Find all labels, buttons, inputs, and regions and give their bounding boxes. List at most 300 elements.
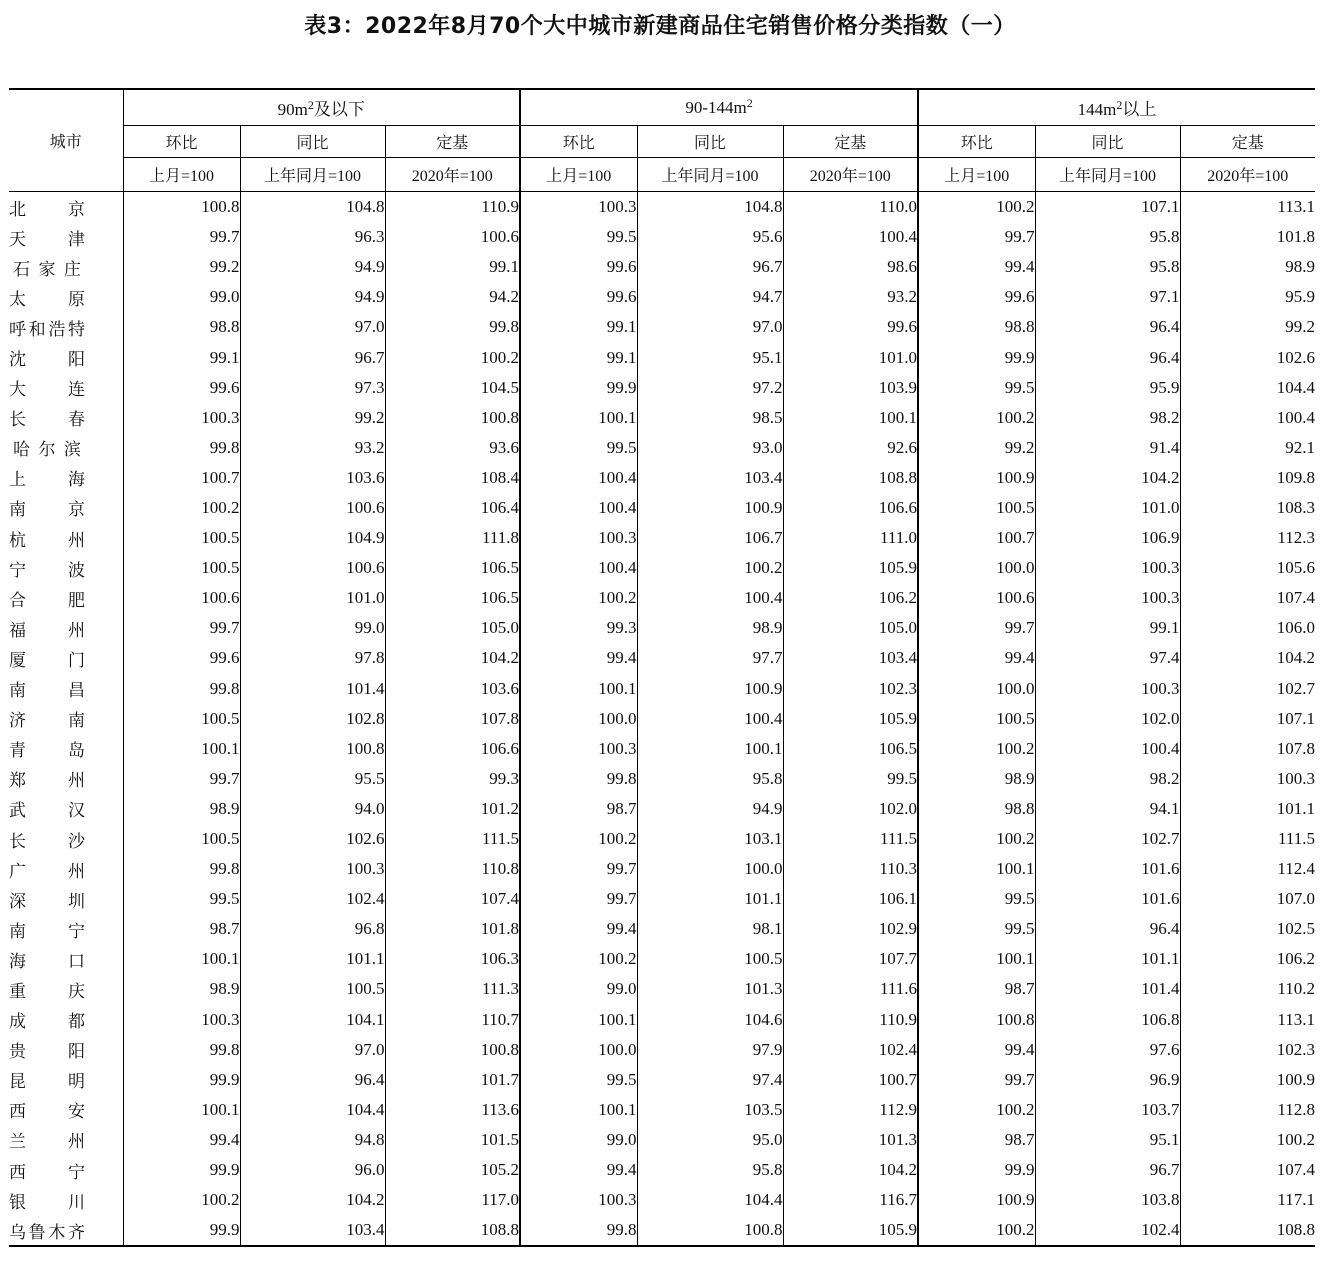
index-value-cell: 110.0 (783, 192, 918, 223)
index-value-cell: 113.6 (385, 1095, 520, 1125)
index-value-cell: 99.1 (123, 342, 240, 372)
index-value-cell: 95.8 (1035, 222, 1180, 252)
index-value-cell: 96.4 (1035, 914, 1180, 944)
index-value-cell: 96.4 (1035, 312, 1180, 342)
index-value-cell: 97.0 (240, 1035, 385, 1065)
table-row (9, 1035, 1315, 1065)
index-value-cell: 99.1 (385, 252, 520, 282)
index-value-cell: 100.3 (520, 192, 637, 223)
index-value-cell: 101.6 (1035, 854, 1180, 884)
metric-header: 定基 (783, 126, 918, 158)
index-value-cell: 104.8 (240, 192, 385, 223)
table-row (9, 613, 1315, 643)
index-value-cell: 95.5 (240, 764, 385, 794)
index-value-cell: 100.3 (1035, 583, 1180, 613)
index-value-cell: 100.3 (1180, 764, 1315, 794)
index-value-cell: 101.3 (783, 1125, 918, 1155)
index-value-cell: 101.1 (1035, 944, 1180, 974)
index-value-cell: 99.6 (918, 282, 1035, 312)
index-value-cell: 111.8 (385, 523, 520, 553)
index-value-cell: 100.9 (918, 1185, 1035, 1215)
city-cell (9, 222, 123, 252)
index-value-cell: 96.7 (1035, 1155, 1180, 1185)
index-value-cell: 100.1 (918, 854, 1035, 884)
index-value-cell: 99.2 (918, 433, 1035, 463)
index-value-cell: 100.5 (123, 824, 240, 854)
index-value-cell: 107.1 (1035, 192, 1180, 223)
index-value-cell: 112.4 (1180, 854, 1315, 884)
index-value-cell: 112.8 (1180, 1095, 1315, 1125)
table-row (9, 1125, 1315, 1155)
index-value-cell: 99.4 (918, 252, 1035, 282)
city-name (9, 766, 85, 791)
index-value-cell: 101.0 (783, 342, 918, 372)
index-value-cell: 99.4 (123, 1125, 240, 1155)
city-cell (9, 884, 123, 914)
index-value-cell: 100.7 (123, 463, 240, 493)
index-value-cell: 105.6 (1180, 553, 1315, 583)
index-value-cell: 100.9 (637, 674, 783, 704)
index-value-cell: 97.8 (240, 643, 385, 673)
index-value-cell: 100.1 (520, 403, 637, 433)
table-row (9, 704, 1315, 734)
index-value-cell: 99.6 (123, 373, 240, 403)
index-value-cell: 95.9 (1180, 282, 1315, 312)
index-value-cell: 100.1 (123, 1095, 240, 1125)
city-name-char: 圳 (68, 891, 85, 912)
table-row (9, 252, 1315, 282)
index-value-cell: 109.8 (1180, 463, 1315, 493)
index-value-cell: 104.8 (637, 192, 783, 223)
city-name-char: 兰 (9, 1132, 26, 1153)
index-value-cell: 105.9 (783, 553, 918, 583)
city-name (9, 1158, 85, 1183)
city-cell (9, 373, 123, 403)
table-row (9, 583, 1315, 613)
index-value-cell: 106.2 (783, 583, 918, 613)
city-name-char: 长 (9, 831, 26, 852)
city-name-char: 海 (9, 951, 26, 972)
city-name-char: 昌 (68, 681, 85, 702)
table-row (9, 643, 1315, 673)
city-name (9, 195, 85, 220)
city-name-char: 乌 (9, 1222, 26, 1243)
city-name (9, 1188, 85, 1213)
city-name-char: 郑 (9, 771, 26, 792)
index-value-cell: 106.2 (1180, 944, 1315, 974)
city-name (9, 646, 85, 671)
metric-header: 定基 (1180, 126, 1315, 158)
city-name (9, 827, 85, 852)
city-name-char: 岛 (68, 741, 85, 762)
city-name-char: 明 (68, 1072, 85, 1093)
index-value-cell: 97.3 (240, 373, 385, 403)
index-value-cell: 99.2 (1180, 312, 1315, 342)
city-name-char: 杭 (9, 530, 26, 551)
index-value-cell: 106.4 (385, 493, 520, 523)
index-value-cell: 99.7 (918, 613, 1035, 643)
index-value-cell: 99.8 (123, 433, 240, 463)
index-value-cell: 100.0 (520, 1035, 637, 1065)
city-name (9, 1007, 85, 1032)
city-cell (9, 643, 123, 673)
index-value-cell: 98.8 (918, 794, 1035, 824)
index-value-cell: 104.4 (637, 1185, 783, 1215)
index-value-cell: 100.8 (240, 734, 385, 764)
base-header: 2020年=100 (385, 158, 520, 192)
city-name (9, 706, 85, 731)
index-value-cell: 100.5 (123, 553, 240, 583)
city-cell (9, 764, 123, 794)
index-value-cell: 97.2 (637, 373, 783, 403)
index-value-cell: 100.4 (1035, 734, 1180, 764)
city-cell (9, 312, 123, 342)
index-value-cell: 99.6 (520, 252, 637, 282)
city-column-header: 城市 (9, 89, 123, 192)
city-name-char: 深 (9, 891, 26, 912)
index-value-cell: 99.7 (520, 884, 637, 914)
index-value-cell: 100.8 (637, 1215, 783, 1246)
metric-header: 环比 (918, 126, 1035, 158)
index-value-cell: 95.1 (637, 342, 783, 372)
index-value-cell: 101.7 (385, 1065, 520, 1095)
table-row (9, 373, 1315, 403)
city-name-char: 原 (68, 289, 85, 310)
index-value-cell: 110.9 (385, 192, 520, 223)
index-value-cell: 100.1 (123, 734, 240, 764)
index-value-cell: 104.2 (240, 1185, 385, 1215)
index-value-cell: 102.7 (1035, 824, 1180, 854)
index-value-cell: 99.4 (520, 1155, 637, 1185)
index-value-cell: 99.9 (520, 373, 637, 403)
index-value-cell: 101.2 (385, 794, 520, 824)
index-value-cell: 99.8 (123, 854, 240, 884)
index-value-cell: 104.2 (783, 1155, 918, 1185)
city-cell (9, 613, 123, 643)
group-header-label: 90-144m (685, 97, 747, 117)
index-value-cell: 96.7 (637, 252, 783, 282)
index-value-cell: 107.4 (1180, 1155, 1315, 1185)
index-value-cell: 100.0 (637, 854, 783, 884)
index-value-cell: 100.6 (240, 493, 385, 523)
base-header: 2020年=100 (783, 158, 918, 192)
table-row (9, 433, 1315, 463)
base-header: 上年同月=100 (1035, 158, 1180, 192)
city-cell (9, 1155, 123, 1185)
index-value-cell: 100.4 (520, 463, 637, 493)
index-value-cell: 101.5 (385, 1125, 520, 1155)
city-cell (9, 1005, 123, 1035)
index-value-cell: 107.1 (1180, 704, 1315, 734)
index-value-cell: 99.0 (520, 1125, 637, 1155)
index-value-cell: 105.9 (783, 704, 918, 734)
index-value-cell: 99.7 (918, 1065, 1035, 1095)
table-row (9, 734, 1315, 764)
index-value-cell: 99.4 (918, 643, 1035, 673)
index-value-cell: 101.1 (240, 944, 385, 974)
index-value-cell: 107.4 (1180, 583, 1315, 613)
index-value-cell: 100.5 (918, 704, 1035, 734)
city-name-char: 宁 (68, 1162, 85, 1183)
index-value-cell: 100.0 (520, 704, 637, 734)
city-name-char: 上 (9, 470, 26, 491)
index-value-cell: 106.5 (385, 553, 520, 583)
index-value-cell: 110.2 (1180, 974, 1315, 1004)
index-value-cell: 95.1 (1035, 1125, 1180, 1155)
group-header-superscript: 2 (746, 95, 753, 110)
city-cell (9, 403, 123, 433)
index-value-cell: 104.2 (1035, 463, 1180, 493)
table-row (9, 342, 1315, 372)
index-value-cell: 98.7 (918, 1125, 1035, 1155)
index-value-cell: 100.4 (637, 704, 783, 734)
city-cell (9, 1035, 123, 1065)
city-cell (9, 704, 123, 734)
city-cell (9, 463, 123, 493)
index-value-cell: 113.1 (1180, 192, 1315, 223)
city-name-char: 州 (68, 861, 85, 882)
index-value-cell: 100.1 (637, 734, 783, 764)
city-cell (9, 192, 123, 223)
index-value-cell: 100.2 (520, 944, 637, 974)
city-name-char: 长 (9, 410, 26, 431)
city-name-char: 广 (9, 861, 26, 882)
city-name-char: 滨 (63, 440, 81, 461)
index-value-cell: 99.5 (783, 764, 918, 794)
table-row (9, 914, 1315, 944)
index-value-cell: 99.1 (520, 342, 637, 372)
index-value-cell: 102.4 (783, 1035, 918, 1065)
city-name-char: 贵 (9, 1042, 26, 1063)
index-value-cell: 100.2 (918, 1215, 1035, 1246)
city-name (9, 1127, 85, 1152)
city-name-char: 成 (9, 1012, 26, 1033)
index-value-cell: 111.5 (783, 824, 918, 854)
index-value-cell: 99.4 (520, 643, 637, 673)
index-value-cell: 99.8 (123, 1035, 240, 1065)
index-value-cell: 100.2 (918, 734, 1035, 764)
index-value-cell: 93.6 (385, 433, 520, 463)
index-value-cell: 102.0 (783, 794, 918, 824)
index-value-cell: 98.2 (1035, 403, 1180, 433)
index-value-cell: 112.9 (783, 1095, 918, 1125)
city-name-char: 西 (9, 1102, 26, 1123)
city-name-char: 浩 (48, 319, 66, 340)
city-name-char: 连 (68, 380, 85, 401)
index-value-cell: 100.2 (918, 1095, 1035, 1125)
index-value-cell: 99.4 (520, 914, 637, 944)
index-value-cell: 100.5 (123, 523, 240, 553)
city-name (9, 887, 85, 912)
city-name-char: 家 (38, 259, 56, 280)
city-name-char: 南 (9, 681, 26, 702)
index-value-cell: 96.9 (1035, 1065, 1180, 1095)
index-value-cell: 98.9 (637, 613, 783, 643)
index-value-cell: 106.5 (783, 734, 918, 764)
index-value-cell: 99.3 (385, 764, 520, 794)
group-header-superscript: 2 (307, 98, 314, 112)
index-value-cell: 96.7 (240, 342, 385, 372)
index-value-cell: 107.8 (385, 704, 520, 734)
index-value-cell: 98.1 (637, 914, 783, 944)
index-value-cell: 104.4 (240, 1095, 385, 1125)
index-value-cell: 111.6 (783, 974, 918, 1004)
index-value-cell: 93.2 (240, 433, 385, 463)
index-value-cell: 103.4 (637, 463, 783, 493)
city-name (9, 857, 85, 882)
city-cell (9, 794, 123, 824)
index-value-cell: 102.7 (1180, 674, 1315, 704)
index-value-cell: 104.2 (385, 643, 520, 673)
index-value-cell: 100.1 (918, 944, 1035, 974)
metric-header: 定基 (385, 126, 520, 158)
index-value-cell: 100.3 (1035, 674, 1180, 704)
city-name-char: 南 (9, 500, 26, 521)
city-name-char: 重 (9, 981, 26, 1002)
table-row (9, 312, 1315, 342)
city-name (9, 736, 85, 761)
city-name-char: 口 (68, 951, 85, 972)
index-value-cell: 100.9 (1180, 1065, 1315, 1095)
index-value-cell: 94.7 (637, 282, 783, 312)
index-value-cell: 101.6 (1035, 884, 1180, 914)
city-name-char: 鲁 (28, 1222, 46, 1243)
metric-header: 同比 (1035, 126, 1180, 158)
index-value-cell: 99.2 (123, 252, 240, 282)
index-value-cell: 98.7 (918, 974, 1035, 1004)
index-value-cell: 99.4 (918, 1035, 1035, 1065)
index-value-cell: 100.6 (123, 583, 240, 613)
city-cell (9, 824, 123, 854)
city-name-char: 门 (68, 650, 85, 671)
table-row (9, 222, 1315, 252)
index-value-cell: 99.9 (123, 1215, 240, 1246)
index-value-cell: 98.6 (783, 252, 918, 282)
index-value-cell: 96.0 (240, 1155, 385, 1185)
index-value-cell: 100.2 (918, 192, 1035, 223)
index-value-cell: 108.8 (783, 463, 918, 493)
index-value-cell: 97.4 (1035, 643, 1180, 673)
index-value-cell: 103.7 (1035, 1095, 1180, 1125)
index-value-cell: 99.7 (520, 854, 637, 884)
index-value-cell: 100.1 (783, 403, 918, 433)
index-value-cell: 100.2 (918, 824, 1035, 854)
index-value-cell: 116.7 (783, 1185, 918, 1215)
index-value-cell: 106.1 (783, 884, 918, 914)
city-name (9, 616, 85, 641)
index-value-cell: 100.3 (1035, 553, 1180, 583)
table-row (9, 1185, 1315, 1215)
index-value-cell: 98.8 (918, 312, 1035, 342)
city-cell (9, 674, 123, 704)
index-value-cell: 100.3 (123, 1005, 240, 1035)
city-name-char: 都 (68, 1012, 85, 1033)
index-value-cell: 99.9 (918, 1155, 1035, 1185)
index-value-cell: 100.2 (520, 583, 637, 613)
city-name (9, 255, 85, 280)
table-row (9, 493, 1315, 523)
city-name (9, 465, 85, 490)
index-value-cell: 97.0 (637, 312, 783, 342)
index-value-cell: 112.3 (1180, 523, 1315, 553)
index-value-cell: 94.9 (637, 794, 783, 824)
index-value-cell: 98.9 (123, 794, 240, 824)
city-cell (9, 493, 123, 523)
city-name-char: 州 (68, 1132, 85, 1153)
index-value-cell: 93.0 (637, 433, 783, 463)
city-name-char: 京 (68, 199, 85, 220)
city-cell (9, 342, 123, 372)
index-value-cell: 98.8 (123, 312, 240, 342)
index-value-cell: 95.6 (637, 222, 783, 252)
city-name-char: 银 (9, 1192, 26, 1213)
index-value-cell: 94.8 (240, 1125, 385, 1155)
index-value-cell: 111.5 (1180, 824, 1315, 854)
index-value-cell: 99.5 (918, 884, 1035, 914)
index-value-cell: 103.6 (240, 463, 385, 493)
index-value-cell: 100.4 (520, 553, 637, 583)
table-row (9, 884, 1315, 914)
index-value-cell: 100.2 (385, 342, 520, 372)
table-row (9, 1155, 1315, 1185)
index-value-cell: 99.1 (1035, 613, 1180, 643)
city-name (9, 556, 85, 581)
index-value-cell: 100.7 (783, 1065, 918, 1095)
base-header: 上年同月=100 (240, 158, 385, 192)
index-value-cell: 108.8 (1180, 1215, 1315, 1246)
city-cell (9, 734, 123, 764)
index-value-cell: 107.0 (1180, 884, 1315, 914)
index-value-cell: 100.6 (385, 222, 520, 252)
city-name-char: 沈 (9, 350, 26, 371)
index-value-cell: 103.4 (240, 1215, 385, 1246)
index-value-cell: 100.2 (918, 403, 1035, 433)
index-value-cell: 102.6 (1180, 342, 1315, 372)
city-name (9, 796, 85, 821)
table-row (9, 1005, 1315, 1035)
city-cell (9, 433, 123, 463)
table-row (9, 463, 1315, 493)
table-row (9, 764, 1315, 794)
index-value-cell: 106.9 (1035, 523, 1180, 553)
index-value-cell: 99.9 (123, 1065, 240, 1095)
index-value-cell: 113.1 (1180, 1005, 1315, 1035)
index-value-cell: 101.3 (637, 974, 783, 1004)
city-name-char: 哈 (13, 440, 31, 461)
index-value-cell: 99.3 (520, 613, 637, 643)
city-name (9, 495, 85, 520)
city-name-char: 庄 (63, 259, 81, 280)
index-value-cell: 99.7 (123, 613, 240, 643)
index-value-cell: 94.1 (1035, 794, 1180, 824)
index-value-cell: 96.8 (240, 914, 385, 944)
index-value-cell: 94.0 (240, 794, 385, 824)
index-value-cell: 95.8 (1035, 252, 1180, 282)
index-value-cell: 106.6 (385, 734, 520, 764)
index-value-cell: 98.5 (637, 403, 783, 433)
city-name-char: 州 (68, 620, 85, 641)
city-cell (9, 553, 123, 583)
base-header: 上月=100 (520, 158, 637, 192)
city-name-char: 齐 (67, 1222, 85, 1243)
group-header-superscript: 2 (1116, 98, 1123, 112)
index-value-cell: 99.8 (385, 312, 520, 342)
index-value-cell: 100.8 (918, 1005, 1035, 1035)
city-name-char: 特 (67, 319, 85, 340)
base-header: 上年同月=100 (637, 158, 783, 192)
index-value-cell: 101.1 (637, 884, 783, 914)
index-value-cell: 99.6 (520, 282, 637, 312)
